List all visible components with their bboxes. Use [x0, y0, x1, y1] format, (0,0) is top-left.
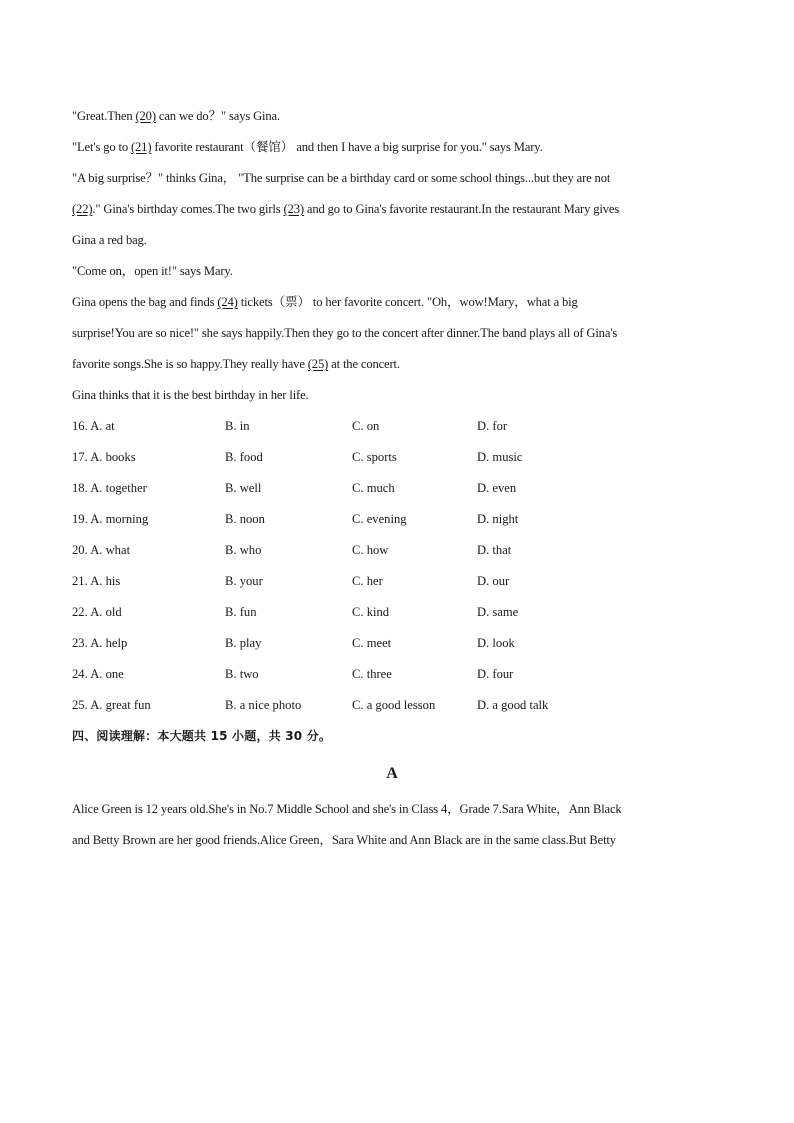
option-d: D. look	[477, 636, 515, 650]
document-page	[72, 101, 712, 856]
passage-line	[72, 287, 712, 318]
question-row	[72, 566, 712, 597]
option-a: 18. A. together	[72, 481, 147, 495]
option-b: B. who	[225, 543, 262, 557]
question-row	[72, 690, 712, 721]
question-row	[72, 628, 712, 659]
option-d: D. music	[477, 450, 523, 464]
passage-line: "Come on，open it!" says Mary.	[72, 264, 233, 278]
blank-number: (21)	[130, 140, 152, 154]
text: favorite songs.She is so happy.They really have	[72, 357, 308, 371]
option-b: B. a nice photo	[225, 698, 302, 712]
option-a: 24. A. one	[72, 667, 124, 681]
text: favorite restaurant（餐馆） and then I have a big surprise for you." says Mary.	[151, 140, 543, 154]
text: Gina opens the bag and finds	[72, 295, 218, 309]
blank-number: (20)	[135, 109, 156, 123]
option-a: 23. A. help	[72, 636, 128, 650]
option-b: B. play	[225, 636, 262, 650]
question-row	[72, 442, 712, 473]
passage-line: "A big surprise？" thinks Gina， "The surprise can be a birthday card or some school things...but they are not	[72, 171, 611, 185]
option-c: C. her	[352, 574, 383, 588]
text: at the concert.	[328, 357, 400, 371]
blank-number: (25)	[307, 357, 329, 371]
option-d: D. same	[477, 605, 519, 619]
option-c: C. evening	[352, 512, 407, 526]
option-c: C. a good lesson	[352, 698, 436, 712]
passage-title: A	[386, 765, 398, 782]
option-c: C. how	[352, 543, 389, 557]
passage-line: Alice Green is 12 years old.She's in No.7 Middle School and she's in Class 4，Grade 7.Sara White，Ann Black	[72, 802, 622, 816]
option-d: D. four	[477, 667, 514, 681]
option-d: D. our	[477, 574, 510, 588]
text: "Let's go to	[72, 140, 131, 154]
passage-line: surprise!You are so nice!" she says happily.Then they go to the concert after dinner.The band plays all of Gina's	[72, 326, 618, 340]
option-b: B. in	[225, 419, 250, 433]
option-c: C. much	[352, 481, 395, 495]
question-row	[72, 504, 712, 535]
option-a: 22. A. old	[72, 605, 122, 619]
passage-line: and Betty Brown are her good friends.Alice Green，Sara White and Ann Black are in the same class.But Betty	[72, 833, 616, 847]
option-b: B. two	[225, 667, 259, 681]
text: ." Gina's birthday comes.The two girls	[92, 202, 284, 216]
question-row	[72, 473, 712, 504]
option-b: B. your	[225, 574, 263, 588]
option-a: 17. A. books	[72, 450, 136, 464]
blank-number: (23)	[283, 202, 304, 216]
option-b: B. fun	[225, 605, 257, 619]
blank-number: (22)	[72, 202, 93, 216]
passage-line: Gina a red bag.	[72, 233, 147, 247]
option-a: 16. A. at	[72, 419, 115, 433]
text: and go to Gina's favorite restaurant.In the restaurant Mary gives	[303, 202, 620, 216]
option-b: B. well	[225, 481, 262, 495]
option-b: B. food	[225, 450, 263, 464]
option-d: D. even	[477, 481, 517, 495]
option-c: C. sports	[352, 450, 397, 464]
option-a: 21. A. his	[72, 574, 121, 588]
passage-line	[72, 194, 712, 225]
option-b: B. noon	[225, 512, 265, 526]
option-a: 19. A. morning	[72, 512, 149, 526]
option-c: C. kind	[352, 605, 390, 619]
text: can we do？" says Gina.	[155, 109, 280, 123]
blank-number: (24)	[217, 295, 238, 309]
option-d: D. a good talk	[477, 698, 549, 712]
option-c: C. on	[352, 419, 380, 433]
passage-line	[72, 132, 712, 163]
question-row	[72, 535, 712, 566]
question-row	[72, 597, 712, 628]
passage-line: Gina thinks that it is the best birthday in her life.	[72, 388, 309, 402]
option-c: C. three	[352, 667, 392, 681]
option-c: C. meet	[352, 636, 392, 650]
text: "Great.Then	[72, 109, 136, 123]
option-a: 20. A. what	[72, 543, 131, 557]
option-d: D. for	[477, 419, 508, 433]
option-d: D. night	[477, 512, 519, 526]
question-row	[72, 411, 712, 442]
option-d: D. that	[477, 543, 512, 557]
section-heading: 四、阅读理解：本大题共 15 小题，共 30 分。	[72, 729, 332, 743]
passage-line	[72, 349, 712, 380]
question-row	[72, 659, 712, 690]
question-list	[72, 411, 712, 721]
option-a: 25. A. great fun	[72, 698, 151, 712]
passage-line	[72, 101, 712, 132]
text: tickets（票） to her favorite concert. "Oh，wow!Mary，what a big	[237, 295, 578, 309]
